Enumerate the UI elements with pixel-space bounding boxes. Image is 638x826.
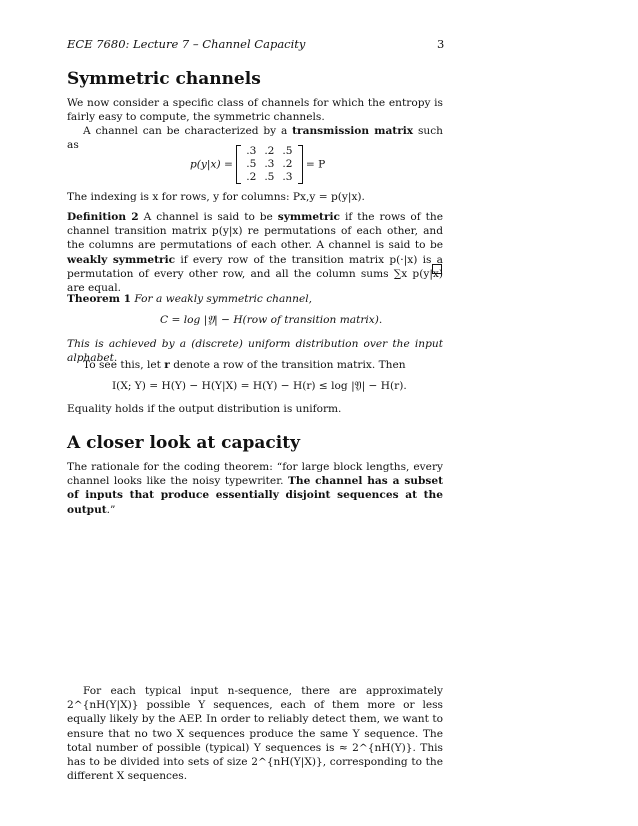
matrix-cell: .3 (282, 171, 293, 183)
theorem-1: Theorem 1 For a weakly symmetric channel, (67, 293, 312, 305)
qed-box-icon (432, 264, 442, 274)
matrix-cell: .3 (246, 145, 257, 157)
theorem-label: Theorem 1 (67, 293, 131, 305)
transmission-matrix-equation (190, 145, 325, 184)
transmission-matrix (236, 145, 302, 184)
transmission-matrix-term: transmission matrix (292, 125, 414, 137)
intro-paragraph: We now consider a specific class of channels for which the entropy is fairly easy to compute, the symmetric channels. (67, 97, 443, 124)
capacity-equation: C = log |𝔜| − H(row of transition matrix). (160, 314, 383, 326)
running-header: ECE 7680: Lecture 7 – Channel Capacity (67, 37, 306, 51)
mutual-information-equation: I(X; Y) = H(Y) − H(Y|X) = H(Y) − H(r) ≤ log |𝔜| − H(r). (112, 380, 407, 392)
rationale-paragraph: The rationale for the coding theorem: “for large block lengths, every channel looks like the noisy typewriter. The channel has a subset of inputs that produce essentially disjoint sequences at the output.” (67, 461, 443, 516)
matrix-cell: .5 (282, 145, 293, 157)
typical-sequences-paragraph: For each typical input n-sequence, there are approximately 2^{nH(Y|X)} possible Y sequences, each of them more or less equally likely by the AEP. In order to reliably detect them, we want to ensure that no two X sequences produce the same Y sequence. The total number of possible (typical) Y sequences is ≈ 2^{nH(Y)}. This has to be divided into sets of size 2^{nH(Y|X)}, corresponding to the different X sequences. (67, 685, 443, 783)
section-title-symmetric-channels: Symmetric channels (67, 69, 261, 89)
definition-2: Definition 2 A channel is said to be symmetric if the rows of the channel transition matrix p(y|x) re permutations of each other, and the columns are permutations of each other. A channel is said to be weakly symmetric if every row of the transition matrix p(·|x) is a permutation of every other row, and all the column sums ∑x p(y|x) are equal. (67, 211, 444, 295)
matrix-cell: .3 (264, 158, 275, 170)
indexing-sentence: The indexing is x for rows, y for columns: Px,y = p(y|x). (67, 191, 365, 203)
achieved-sentence: This is achieved by a (discrete) uniform distribution over the input alphabet. (67, 338, 443, 365)
matrix-cell: .5 (246, 158, 257, 170)
page-number: 3 (437, 37, 445, 51)
matrix-cell: .2 (282, 158, 293, 170)
matrix-cell: .2 (246, 171, 257, 183)
section-title-closer-look: A closer look at capacity (67, 433, 300, 453)
matrix-lhs: p(y|x) = (190, 158, 233, 171)
equality-sentence: Equality holds if the output distribution is uniform. (67, 403, 342, 415)
matrix-rhs: = P (305, 158, 326, 171)
matrix-cell: .2 (264, 145, 275, 157)
matrix-cell: .5 (264, 171, 275, 183)
definition-label: Definition 2 (67, 211, 139, 223)
proof-intro: To see this, let r denote a row of the transition matrix. Then (83, 359, 406, 371)
transmission-paragraph: A channel can be characterized by a transmission matrix such as (67, 125, 443, 152)
